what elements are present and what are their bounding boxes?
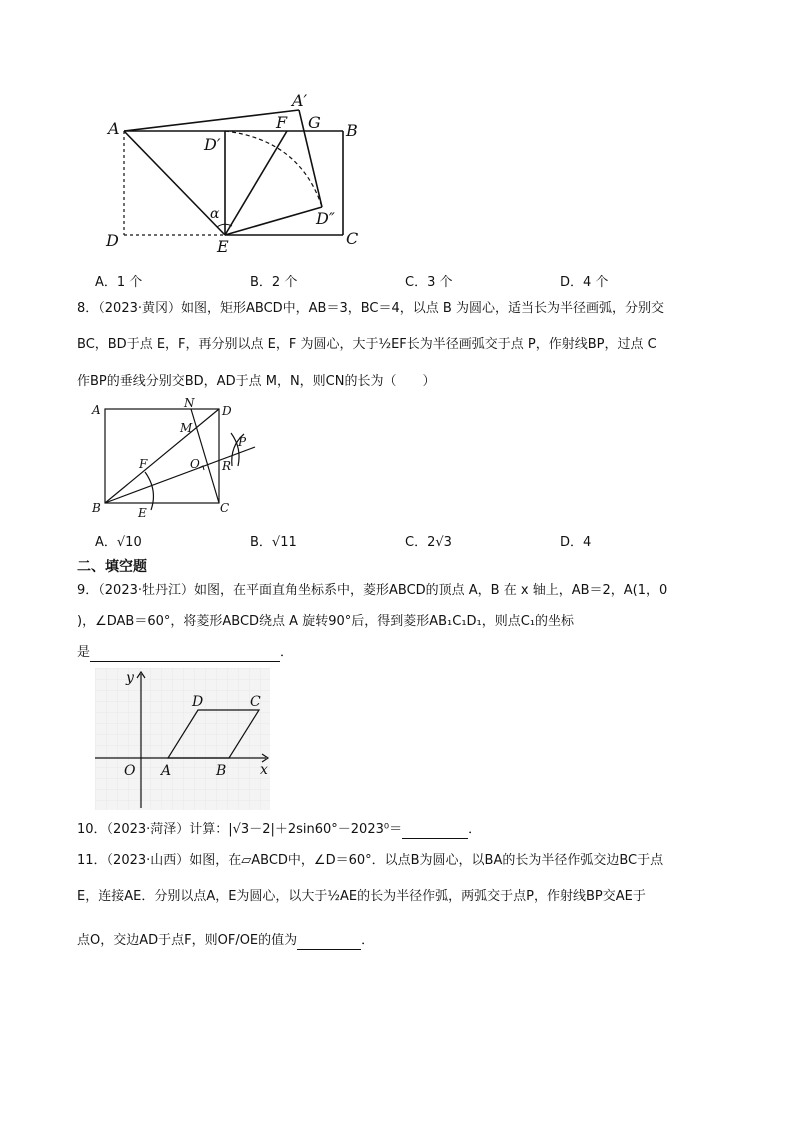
section-title: 二、填空题 xyxy=(77,559,147,575)
q9-line1: 9．（2023·牡丹江）如图，在平面直角坐标系中，菱形ABCD的顶点 A，B 在 x 轴上，AB＝2，A(1，0 xyxy=(77,583,668,598)
q7-option-d: D．4 个 xyxy=(560,275,609,290)
q8-option-c: C．2√3 xyxy=(405,535,452,550)
figure-q7 xyxy=(100,88,370,260)
label-G: G xyxy=(308,113,321,132)
label-D: D xyxy=(192,694,204,710)
label-B: B xyxy=(216,763,227,779)
q7-option-b: B．2 个 xyxy=(250,275,298,290)
label-O: O xyxy=(190,457,200,471)
label-x: x xyxy=(260,762,268,778)
label-D-dprime: D″ xyxy=(316,209,335,228)
q9-answer-blank[interactable] xyxy=(90,647,280,662)
q9-line3-text: 是 xyxy=(77,645,91,660)
label-A: A xyxy=(161,763,172,779)
q10-answer-blank[interactable] xyxy=(402,824,468,839)
figure-q8 xyxy=(85,395,265,520)
q11-line3-text: 点O，交边AD于点F，则OF/OE的值为 xyxy=(77,933,298,948)
label-C: C xyxy=(220,501,230,515)
q8-option-a: A．√10 xyxy=(95,535,142,550)
seg-AA-prime xyxy=(124,110,299,131)
q8-option-b: B．√11 xyxy=(250,535,297,550)
label-alpha: α xyxy=(210,206,220,222)
label-P: P xyxy=(238,435,247,449)
label-N: N xyxy=(184,396,195,410)
label-A-prime: A′ xyxy=(292,91,308,110)
q8-line1: 8．（2023·黄冈）如图，矩形ABCD中，AB＝3，BC＝4，以点 B 为圆心，适当长为半径画弧，分别交 xyxy=(77,301,664,316)
q11-line2: E，连接AE．分别以点A，E为圆心，以大于½AE的长为半径作弧，两弧交于点P，作射线BP交AE于 xyxy=(77,889,646,904)
label-F: F xyxy=(139,457,148,471)
q8-line3: 作BP的垂线分别交BD，AD于点 M，N，则CN的长为（ ） xyxy=(77,374,436,389)
q8-option-d: D．4 xyxy=(560,535,592,550)
arc-EF xyxy=(145,472,153,510)
label-A: A xyxy=(108,119,120,138)
label-M: M xyxy=(180,421,193,435)
q10-text: 10．（2023·菏泽）计算：|√3－2|＋2sin60°－2023⁰＝ xyxy=(77,822,403,837)
q9-line2: )，∠DAB＝60°，将菱形ABCD绕点 A 旋转90°后，得到菱形AB₁C₁D₁，则点C₁的坐标 xyxy=(77,614,575,629)
figure-grid xyxy=(95,668,270,810)
q10-line xyxy=(77,821,481,839)
label-D: D xyxy=(222,404,232,418)
q7-option-c: C．3 个 xyxy=(405,275,453,290)
q11-answer-blank[interactable] xyxy=(297,935,361,950)
q10-end: ． xyxy=(468,822,482,837)
label-B: B xyxy=(346,121,358,140)
q11-line1: 11．（2023·山西）如图，在▱ABCD中，∠D＝60°．以点B为圆心，以BA的长为半径作弧交边BC于点 xyxy=(77,853,664,868)
label-E: E xyxy=(217,237,229,256)
q9-line3-end: ． xyxy=(280,645,294,660)
label-C: C xyxy=(250,694,261,710)
figure-q9 xyxy=(95,668,270,810)
q8-line2: BC，BD于点 E，F，再分别以点 E，F 为圆心，大于½EF长为半径画弧交于点 P，作射线BP，过点 C xyxy=(77,337,657,352)
label-D-prime: D′ xyxy=(204,135,221,154)
seg-BD xyxy=(105,409,219,503)
label-R: R xyxy=(222,459,232,473)
label-A: A xyxy=(92,403,101,417)
seg-NC xyxy=(191,409,219,503)
q7-option-a: A．1 个 xyxy=(95,275,143,290)
label-C: C xyxy=(346,229,359,248)
q11-line3-end: ． xyxy=(361,933,375,948)
q9-line3 xyxy=(77,644,293,662)
label-O: O xyxy=(124,763,136,779)
label-F: F xyxy=(276,113,288,132)
label-E: E xyxy=(138,506,147,520)
q11-line3 xyxy=(77,932,374,950)
label-B: B xyxy=(92,501,101,515)
label-D: D xyxy=(106,231,119,250)
label-y: y xyxy=(126,670,134,686)
